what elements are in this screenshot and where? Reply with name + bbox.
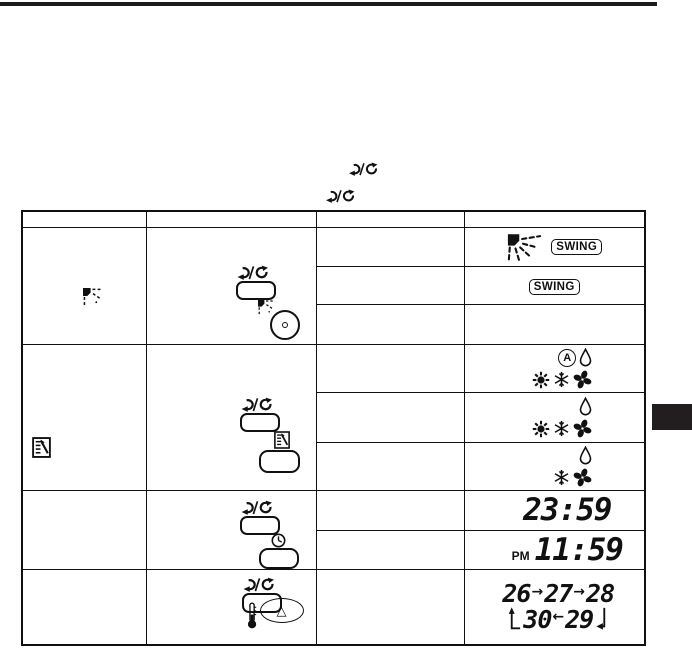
page-edge-tab	[652, 404, 692, 430]
mode-select-icon	[32, 437, 51, 458]
toggle-button-illustration	[240, 413, 280, 432]
empty-cell	[316, 345, 464, 393]
flap-sweep-icon	[506, 232, 542, 263]
display-cell-swing	[464, 267, 645, 305]
header-cell	[22, 211, 146, 228]
empty-cell	[316, 531, 464, 570]
header-cell	[464, 211, 645, 228]
header-cell	[146, 211, 316, 228]
display-cell-time-24h	[464, 491, 645, 531]
dry-mode-drop-icon	[579, 446, 592, 465]
temp-value: 26	[502, 579, 531, 609]
cool-mode-snowflake-icon	[553, 420, 570, 437]
swing-badge: SWING	[551, 239, 602, 255]
airflow-flap-icon	[82, 287, 103, 306]
function-cell-mode	[22, 345, 146, 491]
display-cell-temp-cycle	[464, 570, 645, 645]
function-cell-clock	[22, 491, 146, 570]
toggle-icon	[239, 397, 273, 412]
dry-mode-drop-icon	[579, 348, 592, 367]
table-row	[22, 570, 645, 645]
empty-cell	[316, 305, 464, 345]
meridiem-label: PM	[511, 548, 530, 563]
temp-value: 28	[586, 579, 615, 609]
display-cell-blank	[464, 305, 645, 345]
table-row	[22, 491, 645, 531]
temp-value: 29	[565, 604, 594, 634]
triangle-up-icon: △	[276, 602, 287, 618]
fan-mode-icon	[573, 468, 592, 487]
empty-cell	[316, 570, 464, 645]
left-arrow-icon: ←	[552, 609, 565, 626]
display-cell-modes-cool	[464, 443, 645, 491]
round-dial-button-illustration	[270, 310, 300, 340]
toggle-button-illustration	[236, 281, 276, 300]
toggle-icon	[235, 265, 269, 280]
cycle-corner-down-icon	[595, 606, 608, 632]
empty-cell	[316, 228, 464, 267]
toggle-icon	[323, 189, 356, 203]
page-top-rule	[0, 2, 657, 6]
header-cell	[316, 211, 464, 228]
toggle-icon	[239, 500, 273, 515]
temp-value: 30	[523, 604, 552, 634]
function-cell-airflow	[22, 228, 146, 345]
mode-button-illustration	[259, 450, 300, 473]
heat-mode-sun-icon	[532, 420, 550, 438]
empty-cell	[316, 393, 464, 443]
dial-dot-icon	[282, 322, 288, 328]
empty-cell	[316, 267, 464, 305]
swing-badge: SWING	[529, 279, 580, 295]
display-cell-modes-heat	[464, 393, 645, 443]
right-arrow-icon: →	[531, 583, 544, 600]
heat-mode-sun-icon	[532, 371, 550, 389]
function-table	[21, 210, 646, 646]
display-cell-time-12h	[464, 531, 645, 570]
fan-mode-icon	[573, 419, 592, 438]
fan-mode-icon	[573, 370, 592, 389]
button-cell-mode	[146, 345, 316, 491]
thermometer-icon	[247, 601, 258, 630]
function-cell-temp	[22, 570, 146, 645]
mode-select-icon	[274, 431, 290, 449]
display-cell-modes-auto	[464, 345, 645, 393]
temp-up-button-illustration	[260, 598, 304, 623]
time-display: 11:59	[534, 531, 623, 568]
empty-cell	[316, 491, 464, 531]
cool-mode-snowflake-icon	[553, 469, 570, 486]
clock-button-illustration	[259, 548, 299, 569]
table-header-row	[22, 211, 645, 228]
temp-value: 27	[544, 579, 573, 609]
display-cell-swing-moving	[464, 228, 645, 267]
button-cell-temp	[146, 570, 316, 645]
cool-mode-snowflake-icon	[553, 371, 570, 388]
right-arrow-icon: →	[573, 583, 586, 600]
toggle-icon	[241, 577, 275, 592]
time-display: 23:59	[523, 492, 612, 528]
cycle-corner-up-icon	[508, 606, 521, 632]
toggle-icon	[346, 162, 379, 176]
airflow-flap-icon	[255, 299, 277, 315]
empty-cell	[316, 443, 464, 491]
table-row	[22, 345, 645, 393]
clock-icon	[271, 533, 286, 548]
table-row	[22, 228, 645, 267]
button-cell-airflow	[146, 228, 316, 345]
button-cell-clock	[146, 491, 316, 570]
dry-mode-drop-icon	[579, 397, 592, 416]
auto-mode-icon: A	[558, 349, 576, 367]
